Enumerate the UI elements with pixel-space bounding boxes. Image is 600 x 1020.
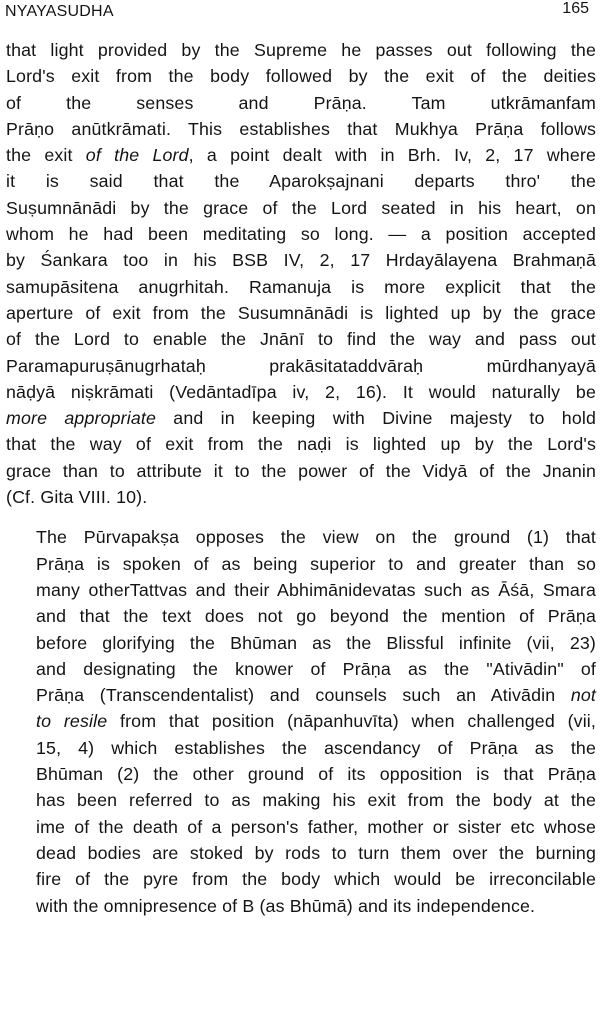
- text-line: [6, 37, 596, 63]
- italic-run: more appropriate: [6, 408, 156, 429]
- text-run: the exit: [6, 145, 86, 166]
- text-run: dead bodies are stoked by rods to turn them over the burning: [36, 842, 596, 863]
- text-run: and designating the knower of Prāṇa as the "Ativādin" of: [36, 658, 596, 679]
- text-line: [6, 431, 596, 457]
- text-line: [6, 630, 596, 656]
- paragraph-1: [6, 37, 596, 510]
- text-line: [6, 484, 596, 510]
- text-run: with the omnipresence of B (as Bhūmā) and its independence.: [36, 895, 536, 916]
- italic-run: to resile: [36, 711, 108, 732]
- body-text: [6, 37, 596, 919]
- text-line: [6, 353, 596, 379]
- text-run: Prāṇa is spoken of as being superior to and greater than so: [36, 553, 596, 574]
- text-line: [6, 168, 596, 194]
- text-line: [6, 247, 596, 273]
- text-run: Bhūman (2) the other ground of its opposition is that Prāṇa: [36, 764, 596, 785]
- text-line: [6, 708, 596, 734]
- text-line: [6, 603, 596, 629]
- text-run: aperture of exit from the Susumnānādi is lighted up by the grace: [6, 302, 596, 323]
- text-run: that the way of exit from the naḍi is lighted up by the Lord's: [6, 434, 596, 455]
- text-line: [6, 195, 596, 221]
- text-line: [6, 221, 596, 247]
- text-run: has been referred to as making his exit from the body at the: [36, 790, 596, 811]
- page-header: [0, 0, 600, 26]
- italic-run: of the Lord: [85, 145, 189, 166]
- text-run: by Śankara too in his BSB IV, 2, 17 Hrdayālayena Brahmaṇā: [6, 250, 596, 271]
- text-run: that light provided by the Supreme he passes out following the: [6, 40, 596, 60]
- text-line: [6, 787, 596, 813]
- text-line: [6, 866, 596, 892]
- text-run: The Pūrvapakṣa opposes the view on the ground (1) that: [36, 527, 596, 548]
- text-run: 15, 4) which establishes the ascendancy of Prāṇa as the: [36, 737, 596, 758]
- text-line: [6, 116, 596, 142]
- text-run: ime of the death of a person's father, mother or sister etc whose: [36, 816, 596, 837]
- text-line: [6, 656, 596, 682]
- running-head: NYAYASUDHA: [5, 3, 114, 20]
- text-run: grace than to attribute it to the power of the Vidyā of the Jnanin: [6, 460, 596, 481]
- text-line: [6, 840, 596, 866]
- text-run: and in keeping with Divine majesty to hold: [156, 408, 596, 429]
- text-run: many otherTattvas and their Abhimānidevatas such as Āśā, Smara: [36, 579, 596, 600]
- text-line: [6, 300, 596, 326]
- text-line: [6, 405, 596, 431]
- text-run: samupāsitena anugrhitah. Ramanuja is more explicit that the: [6, 276, 596, 297]
- text-line: [6, 577, 596, 603]
- text-run: Lord's exit from the body followed by the exit of the deities: [6, 66, 596, 87]
- text-run: from that position (nāpanhuvīta) when challenged (vii,: [107, 711, 596, 732]
- text-run: whom he had been meditating so long. — a position accepted: [6, 224, 596, 245]
- paragraph-2: [6, 524, 596, 918]
- text-run: of the Lord to enable the Jnānī to find the way and pass out: [6, 329, 596, 350]
- text-run: Prāṇa (Transcendentalist) and counsels such an Ativādin: [36, 685, 571, 706]
- page-number: 165: [562, 0, 589, 17]
- text-run: (Cf. Gita VIII. 10).: [6, 487, 148, 508]
- text-line: [6, 90, 596, 116]
- text-line: [6, 274, 596, 300]
- italic-run: not: [570, 685, 596, 706]
- text-run: of the senses and Prāṇa. Tam utkrāmanfam: [6, 92, 596, 113]
- text-run: Prāṇo anūtkrāmati. This establishes that Mukhya Prāṇa follows: [6, 118, 596, 139]
- text-run: it is said that the Aparokṣajnani departs thro' the: [6, 171, 596, 192]
- text-line: [6, 63, 596, 89]
- text-run: fire of the pyre from the body which would be irreconcilable: [36, 869, 596, 890]
- text-line: [6, 761, 596, 787]
- text-line: [6, 814, 596, 840]
- text-line: [6, 735, 596, 761]
- text-run: and that the text does not go beyond the mention of Prāṇa: [36, 606, 596, 627]
- text-line: [6, 893, 596, 919]
- text-run: Suṣumnānādi by the grace of the Lord seated in his heart, on: [6, 197, 596, 218]
- text-line: [6, 379, 596, 405]
- text-line: [6, 142, 596, 168]
- text-line: [6, 551, 596, 577]
- text-line: [6, 326, 596, 352]
- text-run: , a point dealt with in Brh. Iv, 2, 17 where: [188, 145, 596, 166]
- text-run: nāḍyā niṣkrāmati (Vedāntadīpa iv, 2, 16). It would naturally be: [6, 381, 596, 402]
- text-run: before glorifying the Bhūman as the Blissful infinite (vii, 23): [36, 632, 596, 653]
- text-line: [6, 524, 596, 550]
- text-line: [6, 458, 596, 484]
- text-run: Paramapuruṣānugrhataḥ prakāsitataddvāraḥ mūrdhanyayā: [6, 355, 596, 376]
- text-line: [6, 682, 596, 708]
